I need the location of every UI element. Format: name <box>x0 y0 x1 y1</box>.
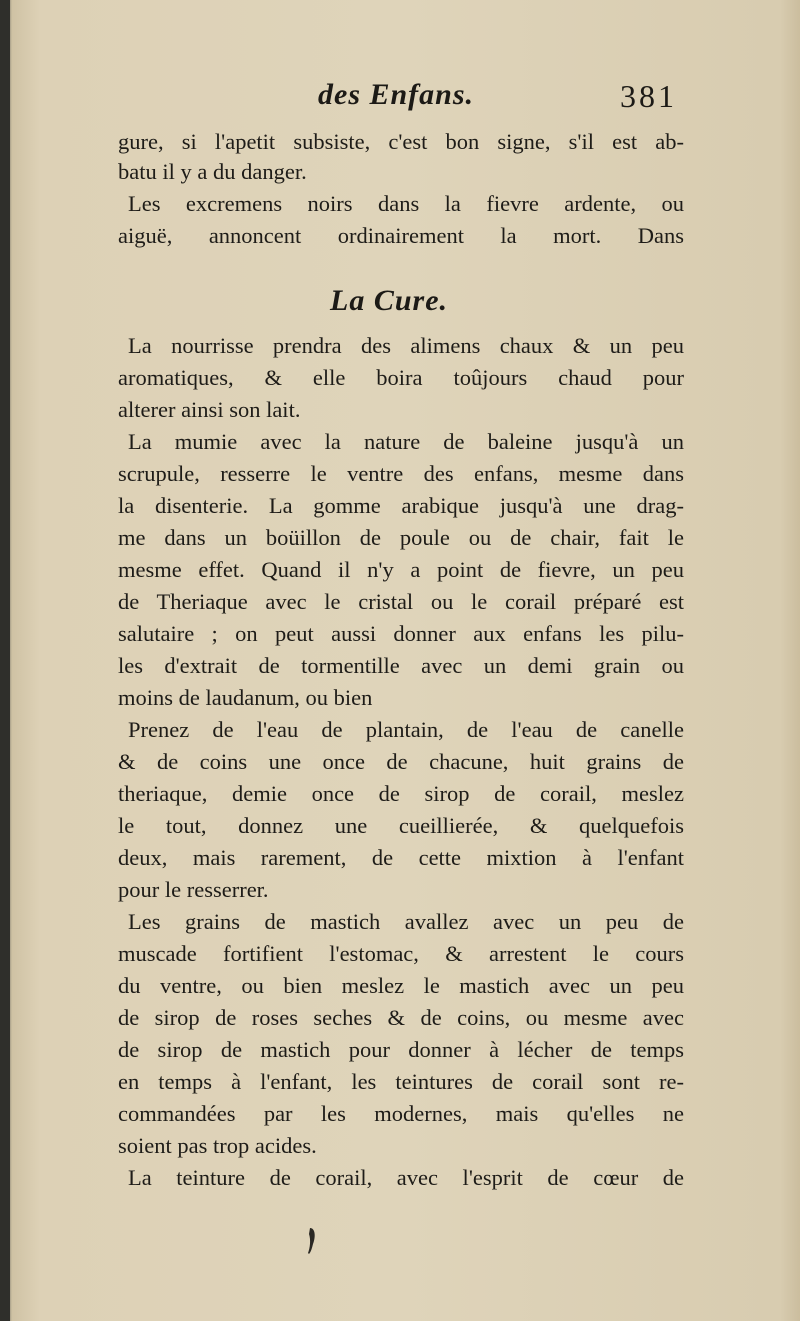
running-title: des Enfans. <box>318 78 475 111</box>
text-line: soient pas trop acides. <box>118 1133 317 1158</box>
text-line: les d'extrait de tormentille avec un demi grain ou <box>118 653 684 678</box>
text-line: scrupule, resserre le ventre des enfans, mesme dans <box>118 461 684 486</box>
text-line: de Theriaque avec le cristal ou le corail préparé est <box>118 589 684 614</box>
text-line: en temps à l'enfant, les teintures de corail sont re- <box>118 1069 684 1094</box>
text-line: me dans un boüillon de poule ou de chair, fait le <box>118 525 684 550</box>
text-line: batu il y a du danger. <box>118 159 307 184</box>
text-line: moins de laudanum, ou bien <box>118 685 373 710</box>
text-line: aiguë, annoncent ordinairement la mort. Dans <box>118 223 684 248</box>
text-line: & de coins une once de chacune, huit grains de <box>118 749 684 774</box>
text-line: La mumie avec la nature de baleine jusqu'à un <box>128 429 684 454</box>
text-line: de sirop de roses seches & de coins, ou mesme avec <box>118 1005 684 1030</box>
text-line: Les grains de mastich avallez avec un peu de <box>128 909 684 934</box>
text-line: aromatiques, & elle boira toûjours chaud pour <box>118 365 684 390</box>
text-line: le tout, donnez une cueillierée, & quelquefois <box>118 813 684 838</box>
page-number: 381 <box>620 78 677 114</box>
text-line: Les excremens noirs dans la fievre ardente, ou <box>128 191 684 216</box>
text-line: alterer ainsi son lait. <box>118 397 301 422</box>
section-title: La Cure. <box>330 284 449 317</box>
text-line: gure, si l'apetit subsiste, c'est bon signe, s'il est ab- <box>118 129 684 154</box>
running-head <box>0 78 800 118</box>
text-line: La nourrisse prendra des alimens chaux & un peu <box>128 333 684 358</box>
text-line: la disenterie. La gomme arabique jusqu'à une drag- <box>118 493 684 518</box>
text-line: mesme effet. Quand il n'y a point de fievre, un peu <box>118 557 684 582</box>
text-line: Prenez de l'eau de plantain, de l'eau de canelle <box>128 717 684 742</box>
text-line: salutaire ; on peut aussi donner aux enfans les pilu- <box>118 621 684 646</box>
signature-mark-icon <box>306 1226 318 1256</box>
text-line: du ventre, ou bien meslez le mastich avec un peu <box>118 973 684 998</box>
text-line: La teinture de corail, avec l'esprit de cœur de <box>128 1165 684 1190</box>
text-line: de sirop de mastich pour donner à lécher de temps <box>118 1037 684 1062</box>
text-line: pour le resserrer. <box>118 877 269 902</box>
book-spine <box>0 0 10 1321</box>
text-line: muscade fortifient l'estomac, & arrestent le cours <box>118 941 684 966</box>
text-line: commandées par les modernes, mais qu'elles ne <box>118 1101 684 1126</box>
text-line: deux, mais rarement, de cette mixtion à l'enfant <box>118 845 684 870</box>
text-line: theriaque, demie once de sirop de corail, meslez <box>118 781 684 806</box>
